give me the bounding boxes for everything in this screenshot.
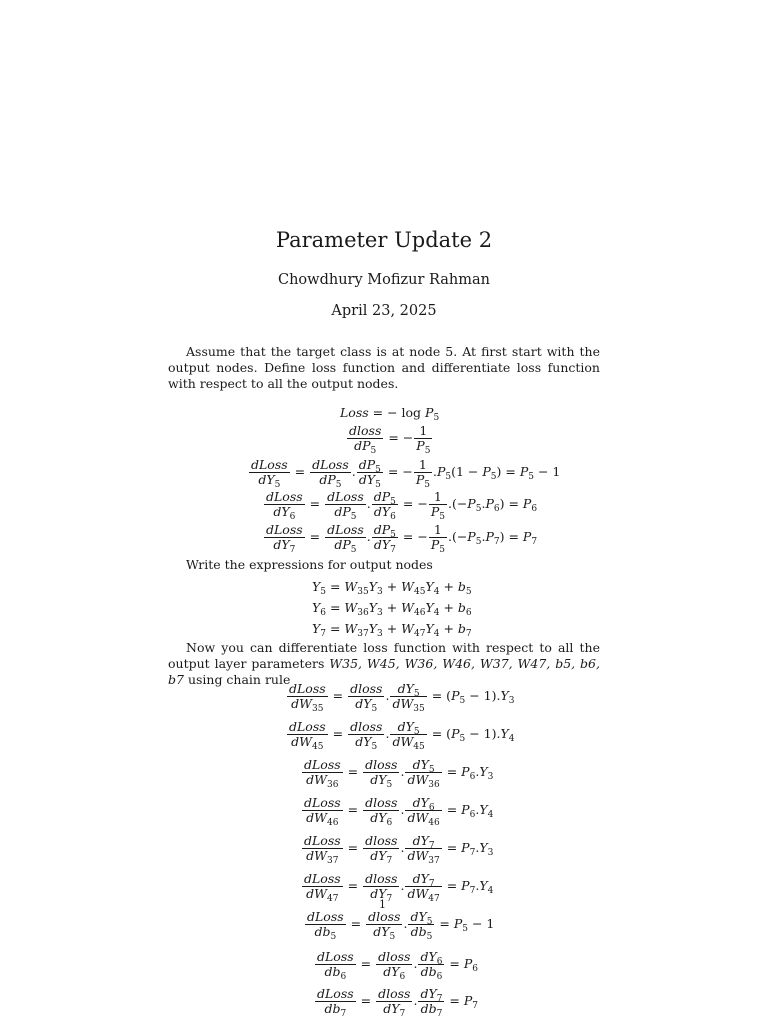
equation-y7: $Y_7 = W_{37}Y_3 + W_{47}Y_4 + b_7$: [312, 621, 472, 639]
equation-dloss-db5: $\frac{\text{dLoss}}{db_5}$ = $\frac{\text{dloss}}{dY_5}$ . $\frac{dY_5}{db_5}$ = $P_5 - 1$: [307, 909, 495, 942]
equation-dloss-db6: $\frac{\text{dLoss}}{db_6}$ = $\frac{\text{dloss}}{dY_6}$ . $\frac{dY_6}{db_6}$ = $P_6$: [317, 949, 479, 982]
equation-dloss-dw46: $\frac{\text{dLoss}}{dW_{46}}$ = $\frac{\text{dloss}}{dY_6}$ . $\frac{dY_6}{dW_{46}}$ = $P_6.Y_4$: [304, 795, 494, 828]
output-expressions-paragraph: [168, 557, 600, 573]
equation-dloss-dw37: $\frac{\text{dLoss}}{dW_{37}}$ = $\frac{\text{dloss}}{dY_7}$ . $\frac{dY_7}{dW_{37}}$ = $P_7.Y_3$: [304, 833, 494, 866]
equation-dloss-dw36: $\frac{\text{dLoss}}{dW_{36}}$ = $\frac{\text{dloss}}{dY_5}$ . $\frac{dY_5}{dW_{36}}$ = $P_6.Y_3$: [304, 757, 494, 790]
equation-dloss-dp5: $\frac{\text{dloss}}{dP_5}$ = − $\frac{1}{P_5}$: [349, 423, 431, 456]
publication-date: April 23, 2025: [331, 303, 437, 319]
equation-loss: Loss = − $\log P_5$: [340, 405, 440, 423]
chain-rule-paragraph: [168, 640, 600, 688]
equation-dloss-dy5: $\frac{\text{dLoss}}{dY_5}$ = $\frac{\text{dLoss}}{dP_5}$ . $\frac{dP_5}{dY_5}$ = − $\frac{1}{P_5}$ $.P_5(1 - P_5) = P_5 - 1$: [251, 457, 561, 490]
intro-paragraph: [168, 344, 600, 392]
page-number: 1: [379, 898, 386, 911]
author-name: Chowdhury Mofizur Rahman: [278, 272, 490, 288]
equation-y5: $Y_5 = W_{35}Y_3 + W_{45}Y_4 + b_5$: [312, 579, 472, 597]
parameter-list: W35, W45, W36, W46, W37, W47, b5, b6, b7: [168, 656, 600, 687]
equation-dloss-dy6: $\frac{\text{dLoss}}{dY_6}$ = $\frac{\text{dLoss}}{dP_5}$ . $\frac{dP_5}{dY_6}$ = − $\frac{1}{P_5}$ $.(-P_5.P_6) = P_6$: [266, 489, 538, 522]
equation-dloss-dw35: $\frac{\text{dLoss}}{dW_{35}}$ = $\frac{\text{dloss}}{dY_5}$ . $\frac{dY_5}{dW_{35}}$ = $(P_5 - 1).Y_3$: [289, 681, 515, 714]
equation-dloss-dw47: $\frac{\text{dLoss}}{dW_{47}}$ = $\frac{\text{dloss}}{dY_7}$ . $\frac{dY_7}{dW_{47}}$ = $P_7.Y_4$: [304, 871, 494, 904]
intro-text: Assume that the target class is at node 5. At first start with the output nodes. Define loss function and differentiate loss function with respect to all the output nodes.: [168, 344, 600, 391]
equation-dloss-dw45: $\frac{\text{dLoss}}{dW_{45}}$ = $\frac{\text{dloss}}{dY_5}$ . $\frac{dY_5}{dW_{45}}$ = $(P_5 - 1).Y_4$: [289, 719, 515, 752]
output-expressions-text: Write the expressions for output nodes: [186, 557, 433, 572]
equation-y6: $Y_6 = W_{36}Y_3 + W_{46}Y_4 + b_6$: [312, 600, 472, 618]
chain-rule-text-end: using chain rule: [183, 672, 291, 687]
paper-title: Parameter Update 2: [275, 228, 493, 252]
equation-dloss-db7: $\frac{\text{dLoss}}{db_7}$ = $\frac{\text{dloss}}{dY_7}$ . $\frac{dY_7}{db_7}$ = $P_7$: [317, 986, 479, 1019]
chain-rule-text: Now you can differentiate loss function with respect to all the output layer parameters: [168, 640, 600, 671]
equation-dloss-dy7: $\frac{\text{dLoss}}{dY_7}$ = $\frac{\text{dLoss}}{dP_5}$ . $\frac{dP_5}{dY_7}$ = − $\frac{1}{P_5}$ $.(-P_5.P_7) = P_7$: [266, 522, 538, 555]
